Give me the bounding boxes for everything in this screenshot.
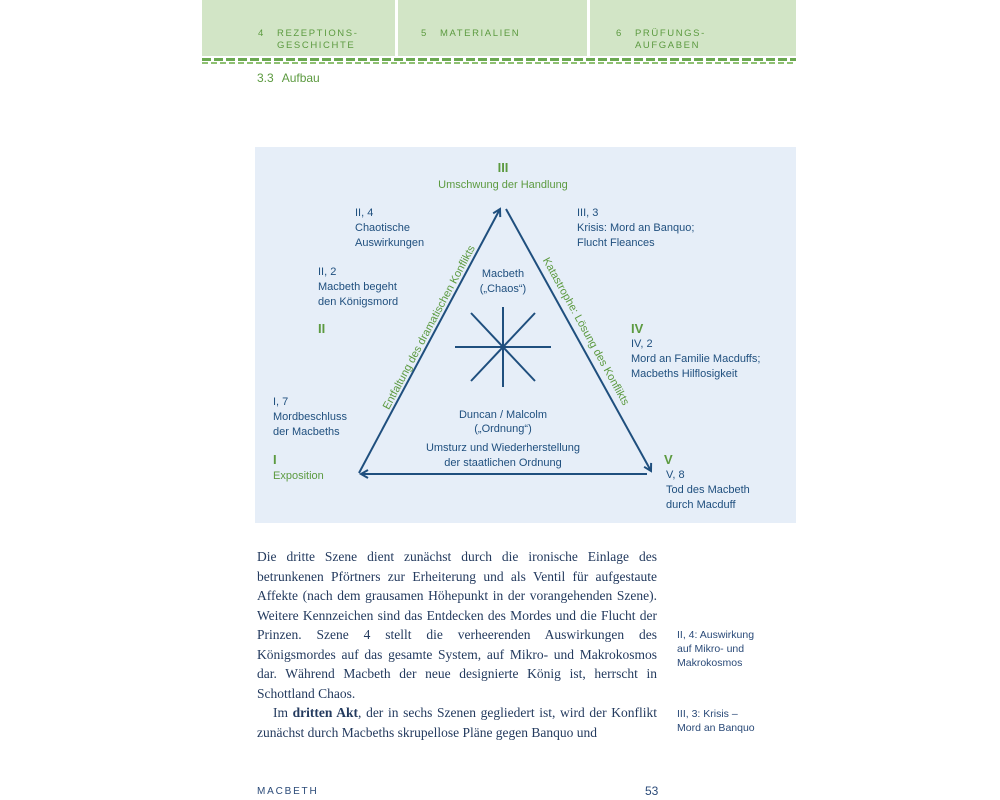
right-side-label: Katastrophe: Lösung des Konflikts	[539, 255, 632, 408]
tab-label-line2: AUFGABEN	[635, 40, 701, 51]
label-line: Auswirkungen	[355, 237, 425, 249]
label-line: („Chaos“)	[479, 283, 527, 295]
label-line: Umsturz und Wiederherstellung	[425, 442, 581, 454]
act-iv-number: IV	[631, 321, 644, 336]
section-title: Aufbau	[281, 71, 320, 85]
tab-rezeptionsgeschichte[interactable]	[202, 0, 395, 56]
note-line: Makrokosmos	[677, 657, 743, 669]
label-line: Tod des Macbeth	[666, 484, 750, 496]
label-line: Flucht Fleances	[577, 237, 655, 249]
margin-note-2	[677, 707, 787, 735]
label-line: Chaotische	[355, 222, 411, 234]
iv2-label	[631, 338, 760, 380]
tab-pruefungsaufgaben[interactable]	[590, 0, 796, 56]
label-line: durch Macduff	[666, 499, 736, 511]
i7-label	[273, 396, 347, 438]
label-line: IV, 2	[631, 338, 653, 350]
chapter-tabs	[202, 0, 796, 56]
footer-book-title: MACBETH	[257, 786, 319, 797]
label-line: Macbeth begeht	[318, 281, 397, 293]
section-number: 3.3	[257, 71, 274, 85]
tab-label-line1: PRÜFUNGS-	[635, 28, 706, 39]
label-line: („Ordnung“)	[474, 423, 532, 435]
body-text	[257, 547, 657, 742]
header-divider	[202, 58, 796, 61]
label-line: Macbeths Hilflosigkeit	[631, 368, 738, 380]
v8-label	[666, 469, 750, 511]
label-line: II, 4	[355, 207, 374, 219]
ii2-label	[318, 266, 398, 308]
triangle-diagram-svg	[255, 147, 796, 523]
label-line: Duncan / Malcolm	[458, 409, 548, 421]
center-top-label	[480, 268, 526, 295]
tab-label-line2: GESCHICHTE	[277, 40, 356, 51]
chaos-star-icon	[455, 307, 551, 387]
label-line: V, 8	[666, 469, 685, 481]
act-iii-title: Umschwung der Handlung	[438, 179, 568, 191]
label-line: I, 7	[273, 396, 289, 408]
tab-label-line1: MATERIALIEN	[440, 28, 521, 39]
paragraph-1: Die dritte Szene dient zunächst durch die ironische Einlage des betrunkenen Pförtners zur Erheiterung und als Ventil für aufgestaute Affekte (nach dem grausamen Höhepunkt in der vorangehenden Szene). Weitere Kennzeichen sind das Entdecken des Mordes und die Flucht der Prinzen. Szene 4 stellt die verheerenden Auswirkungen des Königsmordes auf das gesamte System, auf Mikro- und Makrokosmos dar. Während Macbeth der neue designierte König ist, herrscht in Schottland Chaos.	[257, 549, 657, 701]
act-i-title: Exposition	[273, 470, 324, 482]
paragraph-2	[257, 703, 657, 742]
label-line: Macbeth	[481, 268, 525, 280]
header-divider-secondary	[202, 62, 796, 64]
label-line: Krisis: Mord an Banquo;	[577, 222, 695, 234]
label-line: II, 2	[318, 266, 337, 278]
tab-number: 5	[421, 28, 428, 39]
note-line: auf Mikro- und	[677, 643, 745, 655]
tab-number: 4	[258, 28, 265, 39]
left-side-label: Entfaltung des dramatischen Konflikts	[380, 243, 478, 412]
note-line: Mord an Banquo	[677, 722, 755, 734]
paragraph-2-bold: dritten Akt	[292, 705, 359, 720]
label-line: der staatlichen Ordnung	[444, 457, 562, 469]
tab-label-line1: REZEPTIONS-	[277, 28, 359, 39]
structure-diagram	[255, 147, 796, 523]
note-line: II, 4: Auswirkung	[677, 629, 755, 641]
section-heading	[257, 71, 320, 85]
note-line: III, 3: Krisis –	[677, 708, 738, 720]
ii4-label	[355, 207, 424, 249]
iii3-label	[577, 207, 694, 249]
act-i-number: I	[273, 452, 277, 467]
tab-number: 6	[616, 28, 623, 39]
label-line: Mordbeschluss	[273, 411, 347, 423]
label-line: der Macbeths	[273, 426, 340, 438]
label-line: den Königsmord	[318, 296, 399, 308]
center-bottom-label	[459, 409, 547, 435]
paragraph-2-rest: , der in sechs Szenen gegliedert ist, wird der Konflikt zunächst durch Macbeths skrupellose Pläne gegen Banquo und	[257, 705, 657, 740]
paragraph-2-start: Im	[273, 705, 293, 720]
act-v-number: V	[664, 452, 673, 467]
tab-materialien[interactable]	[398, 0, 587, 56]
act-ii-number: II	[318, 321, 326, 336]
label-line: III, 3	[577, 207, 599, 219]
page-number: 53	[645, 784, 659, 798]
act-iii-number: III	[497, 160, 509, 175]
margin-note-1	[677, 628, 787, 670]
base-label	[426, 442, 580, 469]
label-line: Mord an Familie Macduffs;	[631, 353, 761, 365]
